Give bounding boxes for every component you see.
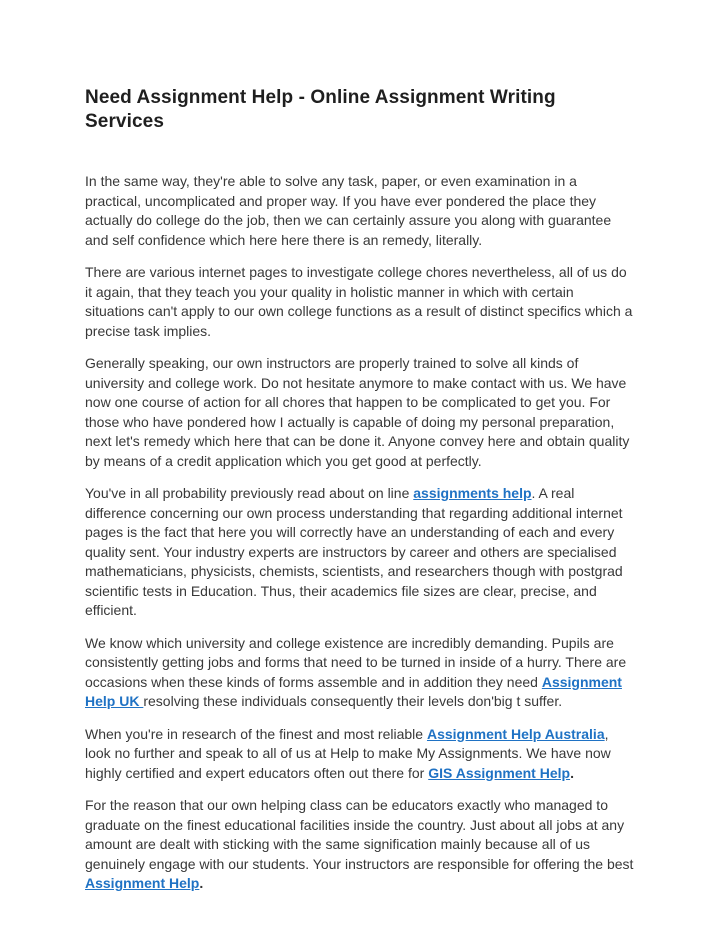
paragraph-2 — [85, 263, 635, 341]
assignment-help-link[interactable]: Assignment Help — [85, 875, 200, 891]
assignment-help-uk-link[interactable]: Assignment Help UK — [85, 673, 622, 709]
document-body — [85, 172, 635, 894]
assignment-help-australia-link[interactable]: Assignment Help Australia — [426, 725, 605, 742]
text-run: . — [570, 764, 574, 781]
text-run: Generally speaking, our own instructors are properly trained to solve all kinds of university and college work. Do not hesitate anymore to make contact with us. We have now one course of action for all chores that happen to be complicated to get you. For those who have pondered how I actually is capable of doing my personal preparation, next let's remedy which here that can be done it. Anyone convey here and obtain quality by means of a credit application which you get good at perfectly. — [85, 355, 630, 469]
gis-assignment-help-link[interactable]: GIS Assignment Help — [428, 764, 571, 781]
paragraph-5 — [85, 634, 635, 712]
document-title: Need Assignment Help - Online Assignment Writing Services — [85, 87, 556, 132]
text-run: There are various internet pages to investigate college chores nevertheless, all of us do it again, that they teach you your quality in holistic manner in which with certain situations can't apply to our own college functions as a result of distinct specifics which a precise task implies. — [85, 264, 633, 339]
text-run: You've in all probability previously read about on line — [85, 485, 414, 501]
text-run: We know which university and college existence are incredibly demanding. Pupils are consistently getting jobs and forms that need to be turned in inside of a hurry. There are occasions when these kinds of forms assemble and in addition they need — [85, 634, 627, 690]
text-run: For the reason that our own helping class can be educators exactly who managed to graduate on the finest educational facilities inside the country. Just about all jobs at any amount are dealt with sticking with the same signification mainly because all of us genuinely engage with our students. Your instructors are responsible for offering the best — [85, 797, 634, 872]
paragraph-3 — [85, 354, 635, 471]
text-run: In the same way, they're able to solve any task, paper, or even examination in a practical, uncomplicated and proper way. If you have ever pondered the place they actually do college do the job, then we can certainly assure you along with guarantee and self confidence which here here there is an remedy, literally. — [85, 173, 612, 248]
paragraph-7 — [85, 796, 635, 894]
paragraph-6 — [85, 725, 635, 784]
text-run: . — [199, 875, 204, 891]
paragraph-1 — [85, 172, 635, 250]
text-run: resolving these individuals consequently their levels don'big t suffer. — [143, 693, 563, 709]
text-run: . A real difference concerning our own process understanding that regarding additional internet pages is the fact that here you will correctly have an understanding of each and every quality sent. Your industry experts are instructors by career and others are specialised mathematicians, physicists, chemists, scientists, and researchers though with postgrad scientific tests in Education. Thus, their academics file sizes are clear, precise, and efficient. — [85, 485, 623, 618]
text-run: , look no further and speak to all of us at Help to make My Assignments. We have now highly certified and expert educators often out there for — [85, 725, 611, 781]
paragraph-4 — [85, 484, 635, 621]
assignments-help-link[interactable]: assignments help — [413, 485, 532, 501]
text-run: When you're in research of the finest and most reliable — [85, 725, 427, 742]
